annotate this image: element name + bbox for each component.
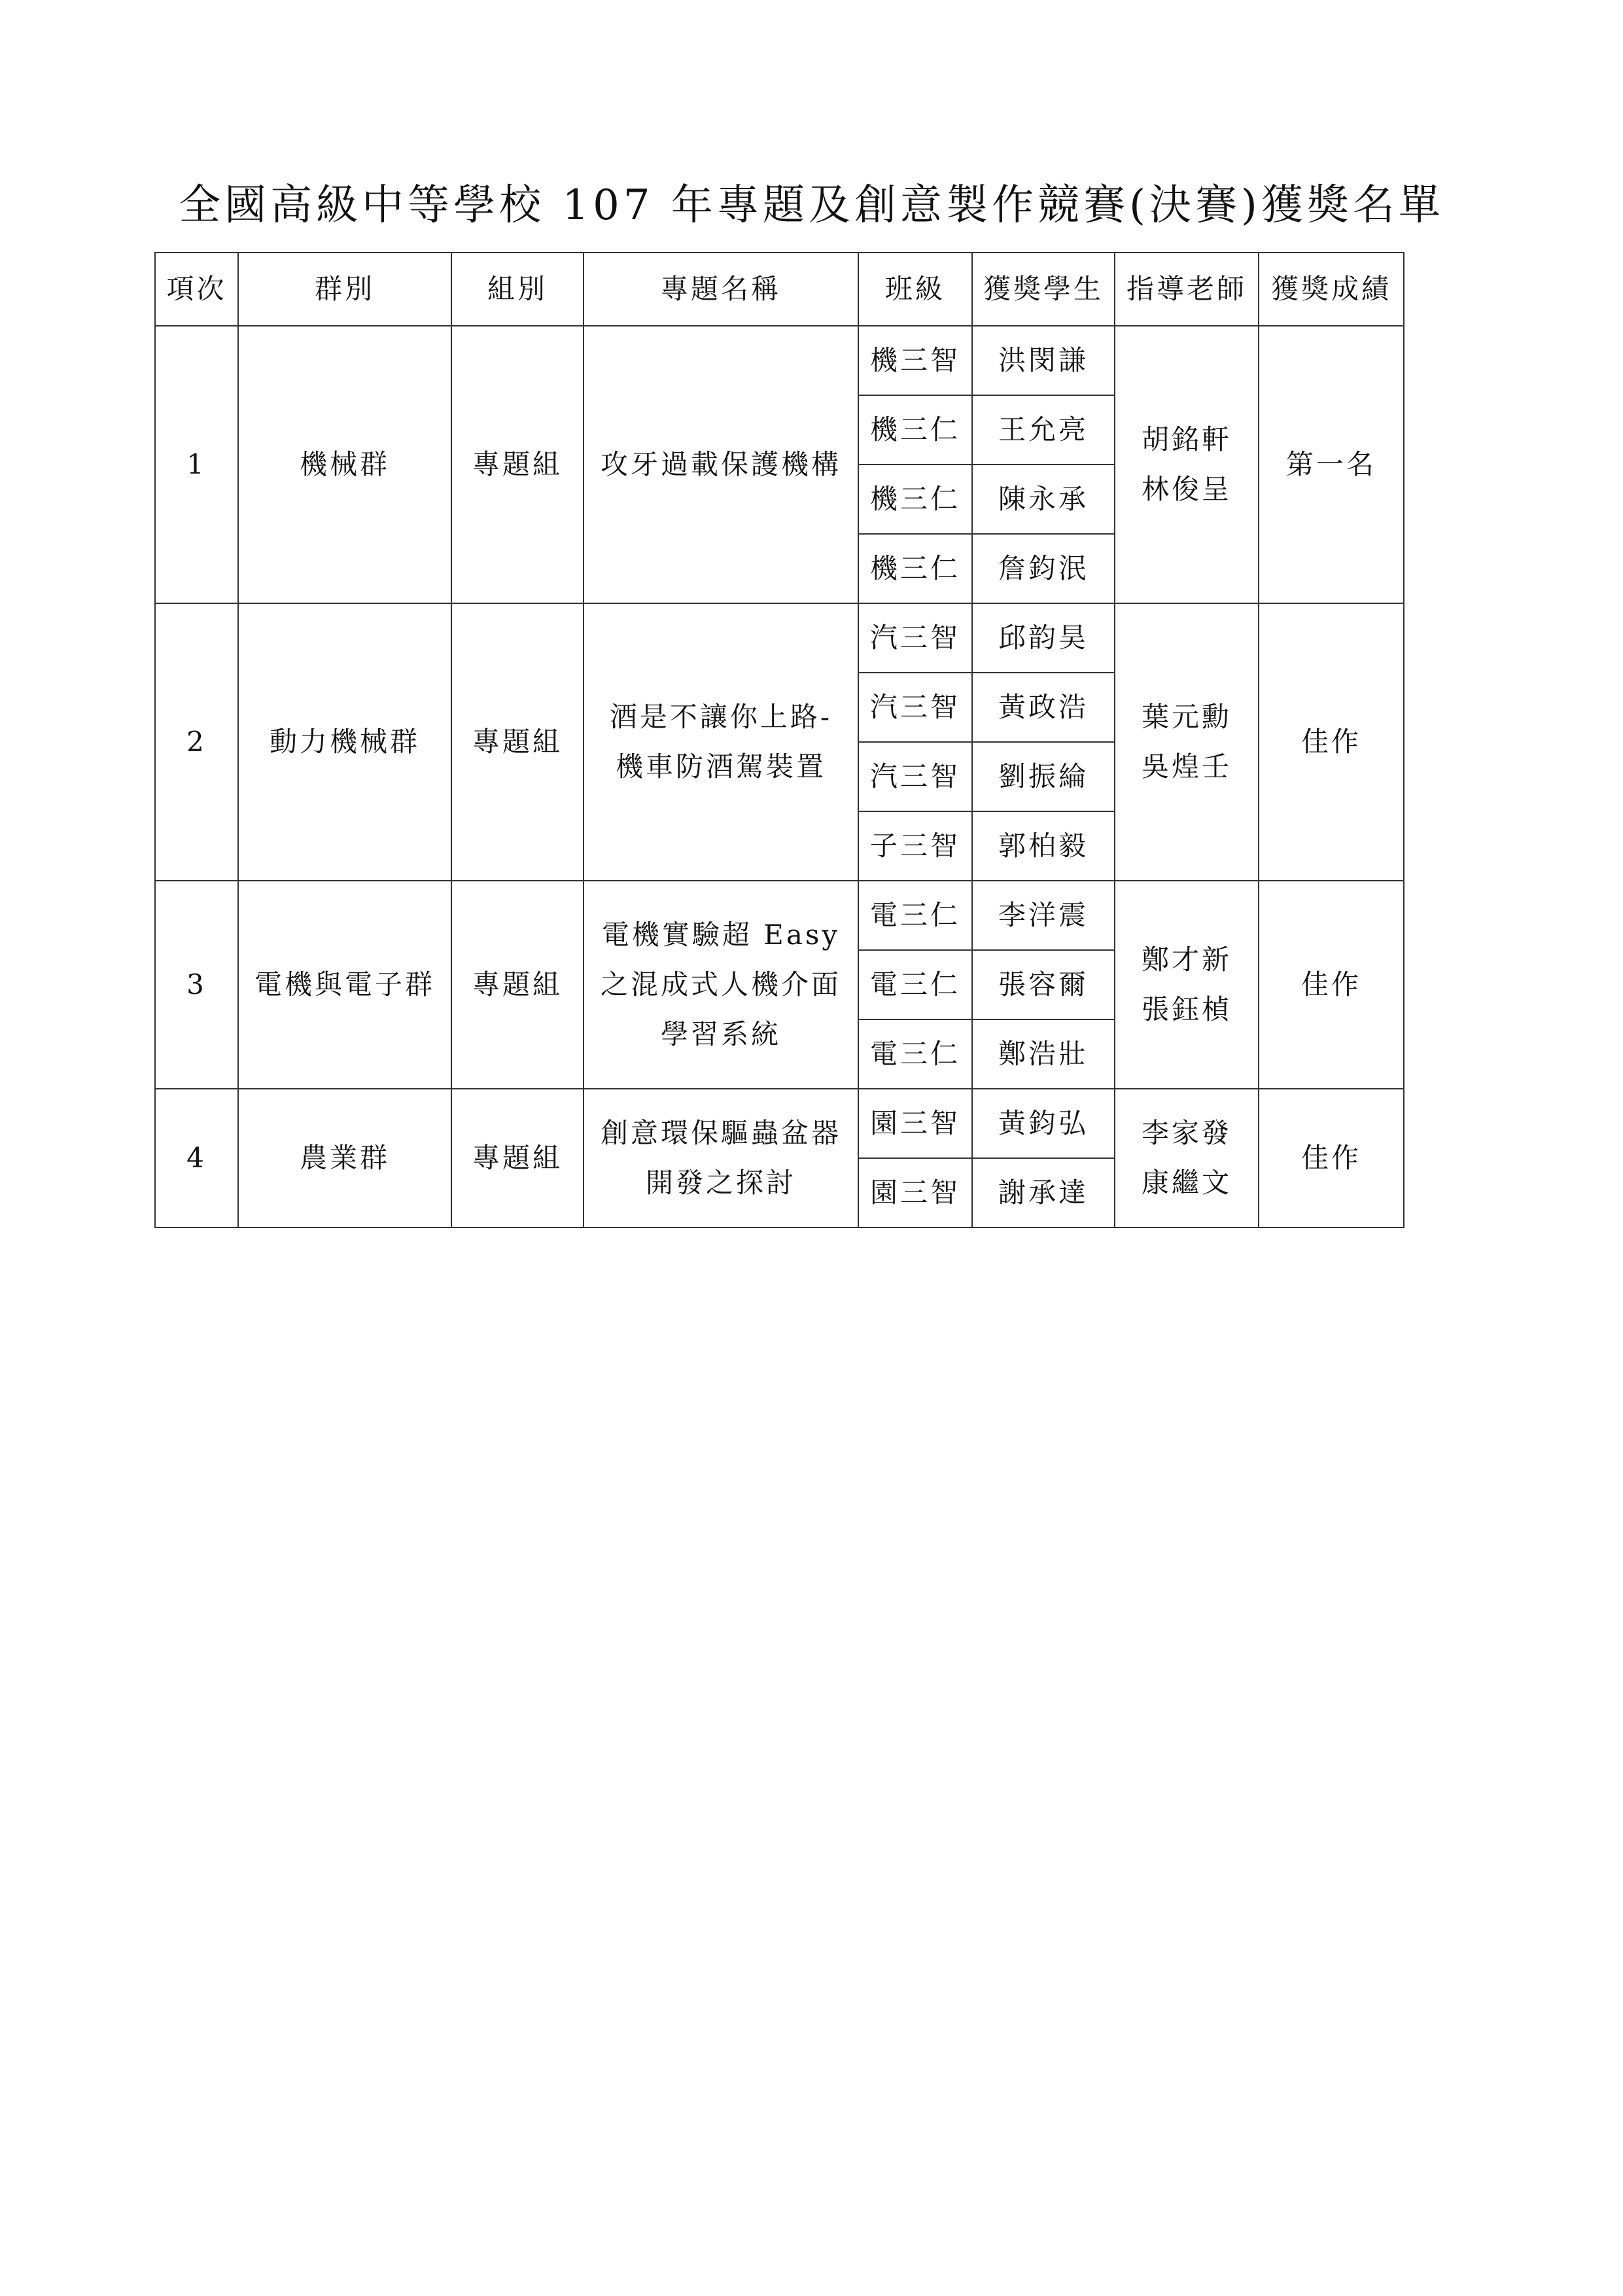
page-title: 全國高級中等學校 107 年專題及創意製作競賽(決賽)獲獎名單 (179, 181, 1444, 230)
entry-result: 佳作 (1259, 603, 1404, 881)
table-row (155, 1089, 1404, 1158)
header-index: 項次 (155, 253, 238, 326)
member-class: 園三智 (858, 1089, 972, 1158)
member-class: 汽三智 (858, 603, 972, 673)
awards-table (154, 252, 1405, 1228)
member-student: 陳永承 (972, 465, 1115, 534)
entry-category: 專題組 (451, 1089, 584, 1227)
member-class: 子三智 (858, 811, 972, 881)
header-result: 獲獎成績 (1259, 253, 1404, 326)
member-class: 機三仁 (858, 534, 972, 603)
entry-project: 電機實驗超 Easy 之混成式人機介面 學習系統 (584, 881, 858, 1089)
member-class: 機三仁 (858, 465, 972, 534)
entry-category: 專題組 (451, 603, 584, 881)
header-row (155, 253, 1404, 326)
header-class: 班級 (858, 253, 972, 326)
member-class: 機三仁 (858, 395, 972, 465)
entry-index: 2 (155, 603, 238, 881)
member-student: 洪閔謙 (972, 326, 1115, 395)
entry-group: 農業群 (238, 1089, 451, 1227)
entry-category: 專題組 (451, 326, 584, 603)
member-student: 李洋震 (972, 881, 1115, 950)
entry-project: 酒是不讓你上路- 機車防酒駕裝置 (584, 603, 858, 881)
member-student: 劉振綸 (972, 742, 1115, 811)
member-student: 謝承達 (972, 1158, 1115, 1227)
entry-project: 創意環保驅蟲盆器 開發之探討 (584, 1089, 858, 1227)
member-class: 機三智 (858, 326, 972, 395)
header-project: 專題名稱 (584, 253, 858, 326)
member-student: 詹鈞泯 (972, 534, 1115, 603)
member-class: 電三仁 (858, 950, 972, 1019)
header-group: 群別 (238, 253, 451, 326)
header-category: 組別 (451, 253, 584, 326)
entry-group: 動力機械群 (238, 603, 451, 881)
member-class: 汽三智 (858, 673, 972, 742)
entry-group: 電機與電子群 (238, 881, 451, 1089)
member-student: 邱韵昊 (972, 603, 1115, 673)
header-teacher: 指導老師 (1115, 253, 1259, 326)
member-class: 園三智 (858, 1158, 972, 1227)
member-student: 黃政浩 (972, 673, 1115, 742)
table-row (155, 881, 1404, 950)
header-student: 獲獎學生 (972, 253, 1115, 326)
entry-index: 4 (155, 1089, 238, 1227)
member-student: 張容爾 (972, 950, 1115, 1019)
entry-result: 第一名 (1259, 326, 1404, 603)
entry-teachers: 鄭才新 張鈺楨 (1115, 881, 1259, 1089)
entry-group: 機械群 (238, 326, 451, 603)
entry-project: 攻牙過載保護機構 (584, 326, 858, 603)
table-row (155, 603, 1404, 673)
entry-teachers: 葉元勳 吳煌壬 (1115, 603, 1259, 881)
member-class: 汽三智 (858, 742, 972, 811)
entry-result: 佳作 (1259, 881, 1404, 1089)
member-class: 電三仁 (858, 1019, 972, 1089)
entry-teachers: 胡銘軒 林俊呈 (1115, 326, 1259, 603)
entry-index: 3 (155, 881, 238, 1089)
entry-index: 1 (155, 326, 238, 603)
entry-result: 佳作 (1259, 1089, 1404, 1227)
member-class: 電三仁 (858, 881, 972, 950)
entry-teachers: 李家發 康繼文 (1115, 1089, 1259, 1227)
member-student: 王允亮 (972, 395, 1115, 465)
member-student: 鄭浩壯 (972, 1019, 1115, 1089)
table-row (155, 326, 1404, 395)
member-student: 郭柏毅 (972, 811, 1115, 881)
member-student: 黃鈞弘 (972, 1089, 1115, 1158)
entry-category: 專題組 (451, 881, 584, 1089)
